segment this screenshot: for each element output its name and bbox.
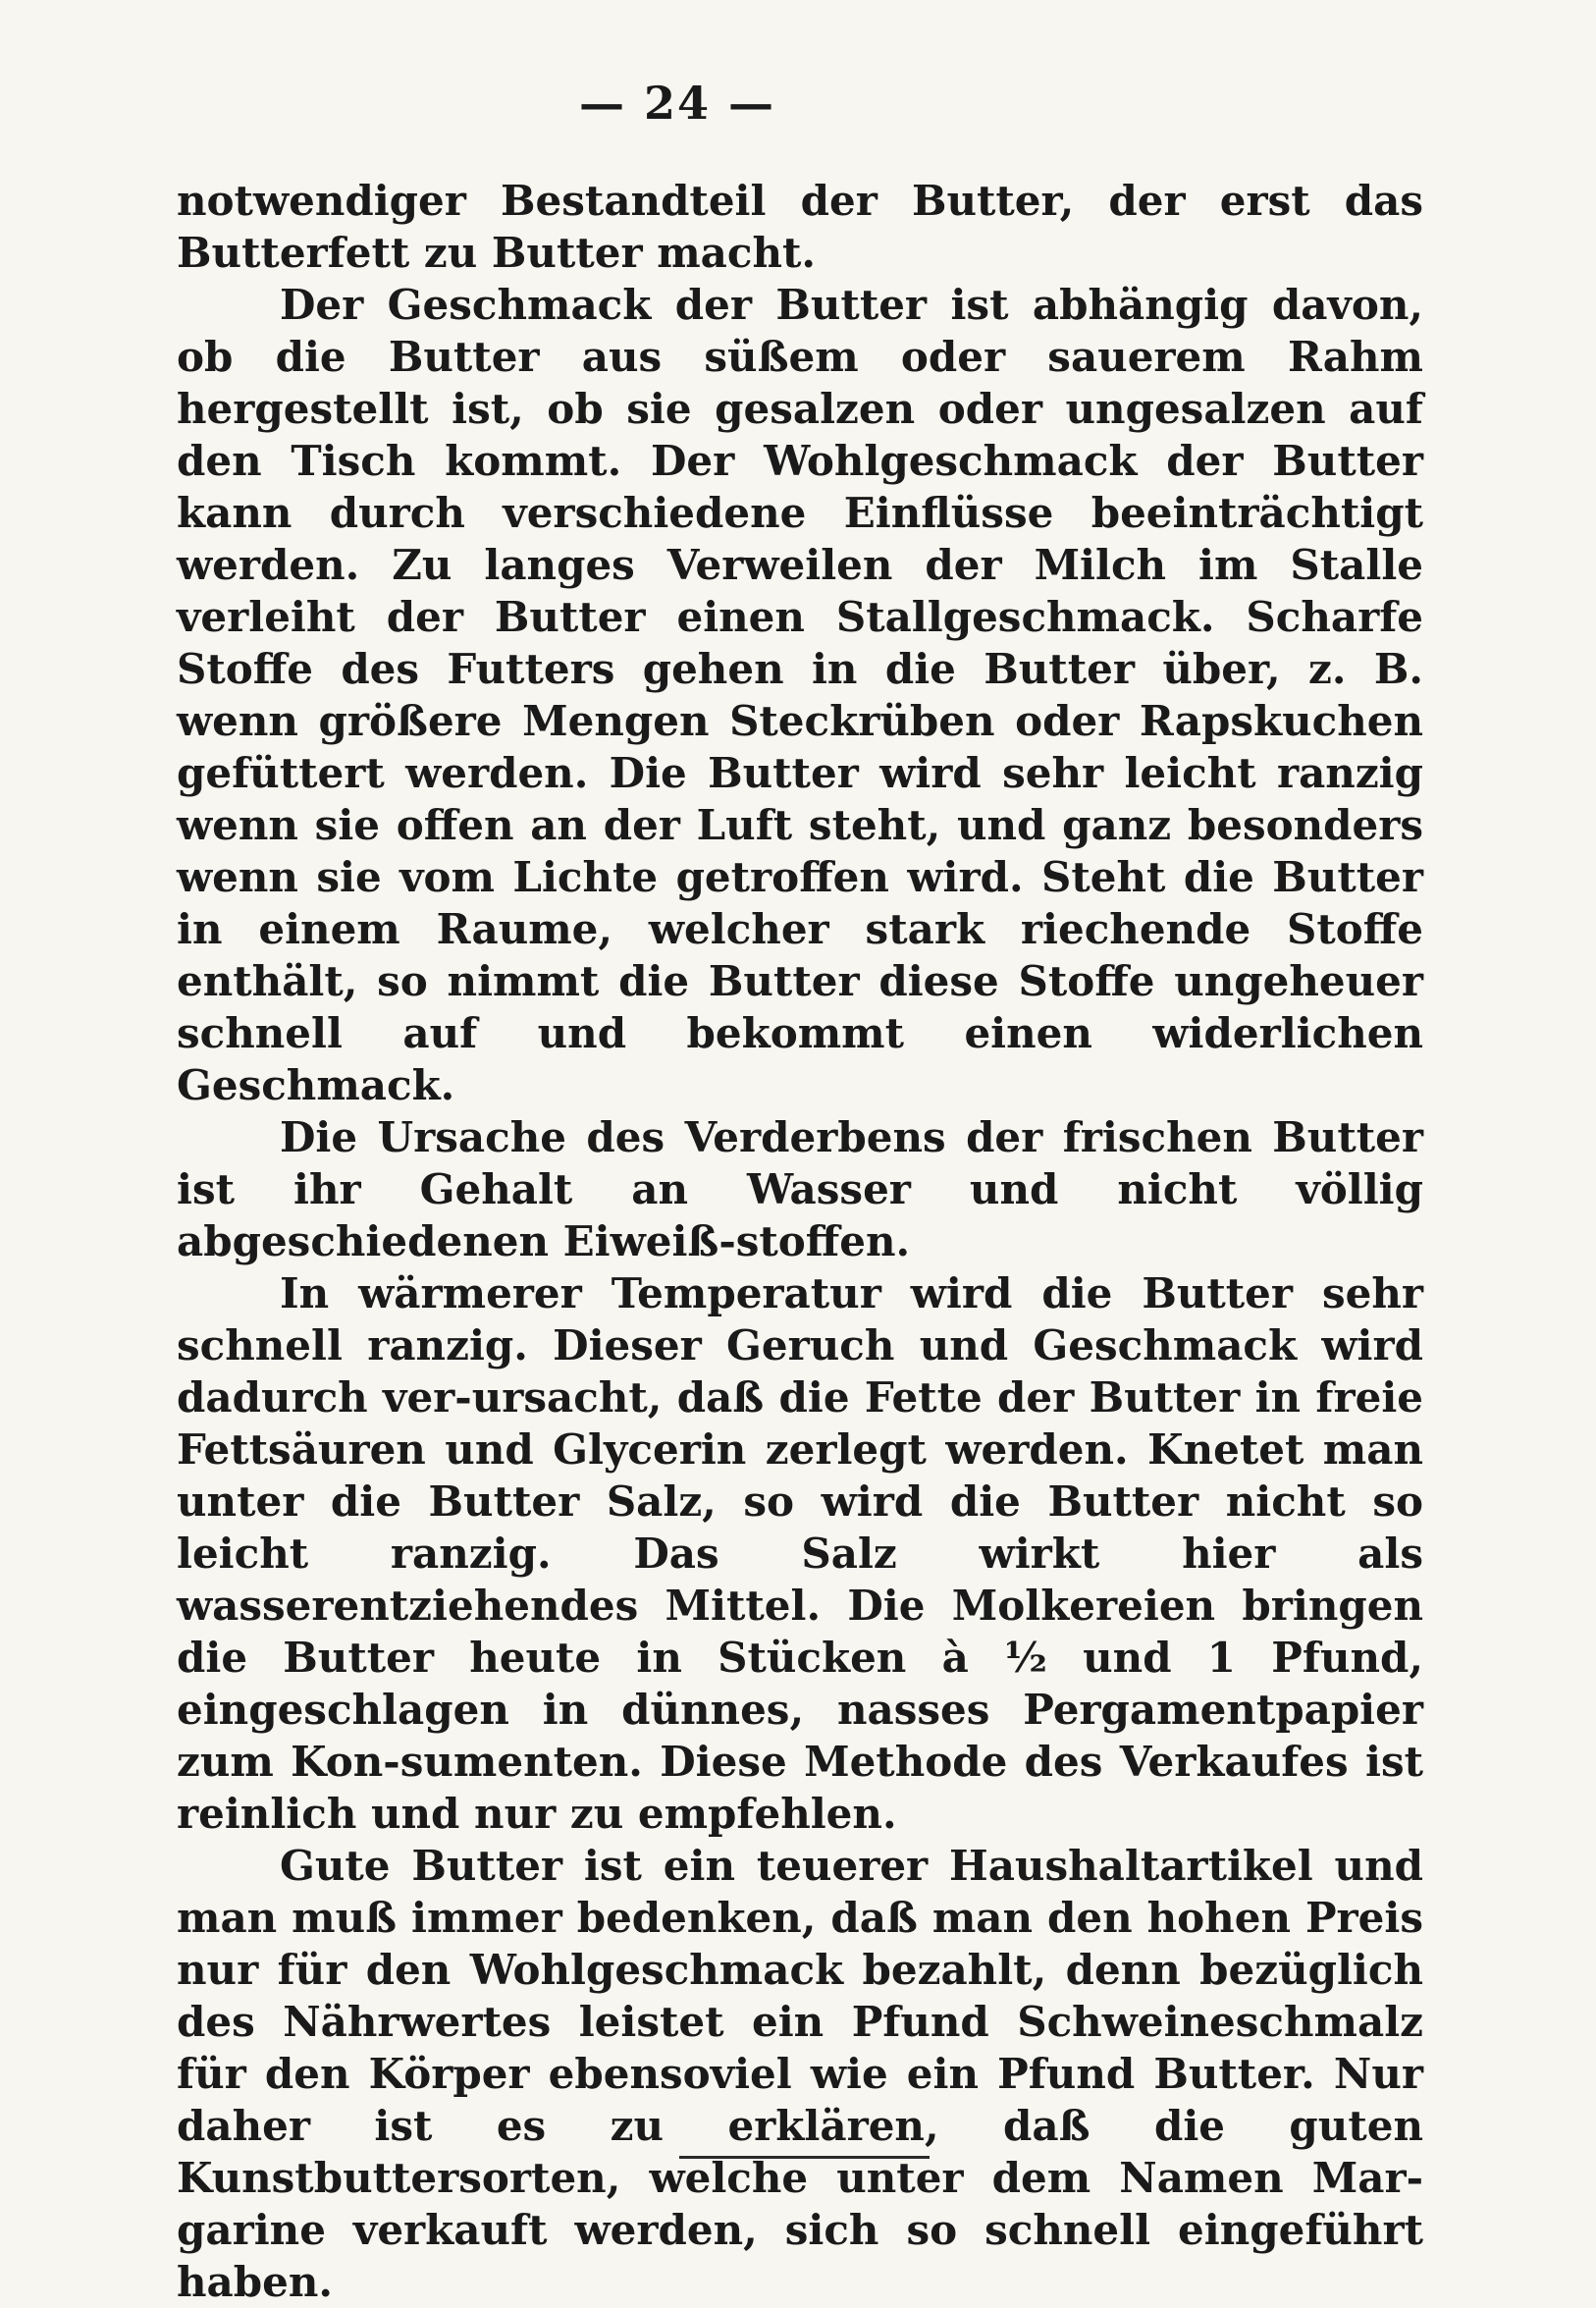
paragraph-price: Gute Butter ist ein teuerer Haushaltartikel und man muß immer bedenken, daß man den hohen Preis nur für den Wohlgeschmack bezahlt, denn bezüglich des Nährwertes leistet ein Pfund Schweineschmalz für den Körper ebensoviel wie ein Pfund Butter. Nur daher ist es zu erklären, daß die guten Kunstbuttersorten, welche unter dem Namen Mar-garine verkauft werden, sich so schnell eingeführt haben.	[177, 1842, 1423, 2306]
paragraph-taste: Der Geschmack der Butter ist abhängig davon, ob die Butter aus süßem oder sauerem Rahm hergestellt ist, ob sie gesalzen oder ungesalzen auf den Tisch kommt. Der Wohlgeschmack der Butter kann durch verschiedene Einflüsse beeinträchtigt werden. Zu langes Verweilen der Milch im Stalle verleiht der Butter einen Stallgeschmack. Scharfe Stoffe des Futters gehen in die Butter über, z. B. wenn größere Mengen Steckrüben oder Rapskuchen gefüttert werden. Die Butter wird sehr leicht ranzig wenn sie offen an der Luft steht, und ganz besonders wenn sie vom Lichte getroffen wird. Steht die Butter in einem Raume, welcher stark riechende Stoffe enthält, so nimmt die Butter diese Stoffe ungeheuer schnell auf und bekommt einen widerlichen Geschmack.	[177, 281, 1423, 1109]
paragraph-spoilage-cause: Die Ursache des Verderbens der frischen Butter ist ihr Gehalt an Wasser und nicht völlig abgeschiedenen Eiweiß-stoffen.	[177, 1113, 1423, 1265]
end-rule	[679, 2156, 930, 2159]
body-text	[177, 175, 1423, 2308]
paragraph-continuation: notwendiger Bestandteil der Butter, der erst das Butterfett zu Butter macht.	[177, 177, 1423, 277]
page-number: — 24 —	[578, 77, 776, 130]
paragraph-rancidity: In wärmerer Temperatur wird die Butter sehr schnell ranzig. Dieser Geruch und Geschmack wird dadurch ver-ursacht, daß die Fette der Butter in freie Fettsäuren und Glycerin zerlegt werden. Knetet man unter die Butter Salz, so wird die Butter nicht so leicht ranzig. Das Salz wirkt hier als wasserentziehendes Mittel. Die Molkereien bringen die Butter heute in Stücken à ½ und 1 Pfund, eingeschlagen in dünnes, nasses Pergamentpapier zum Kon-sumenten. Diese Methode des Verkaufes ist reinlich und nur zu empfehlen.	[177, 1269, 1423, 1838]
